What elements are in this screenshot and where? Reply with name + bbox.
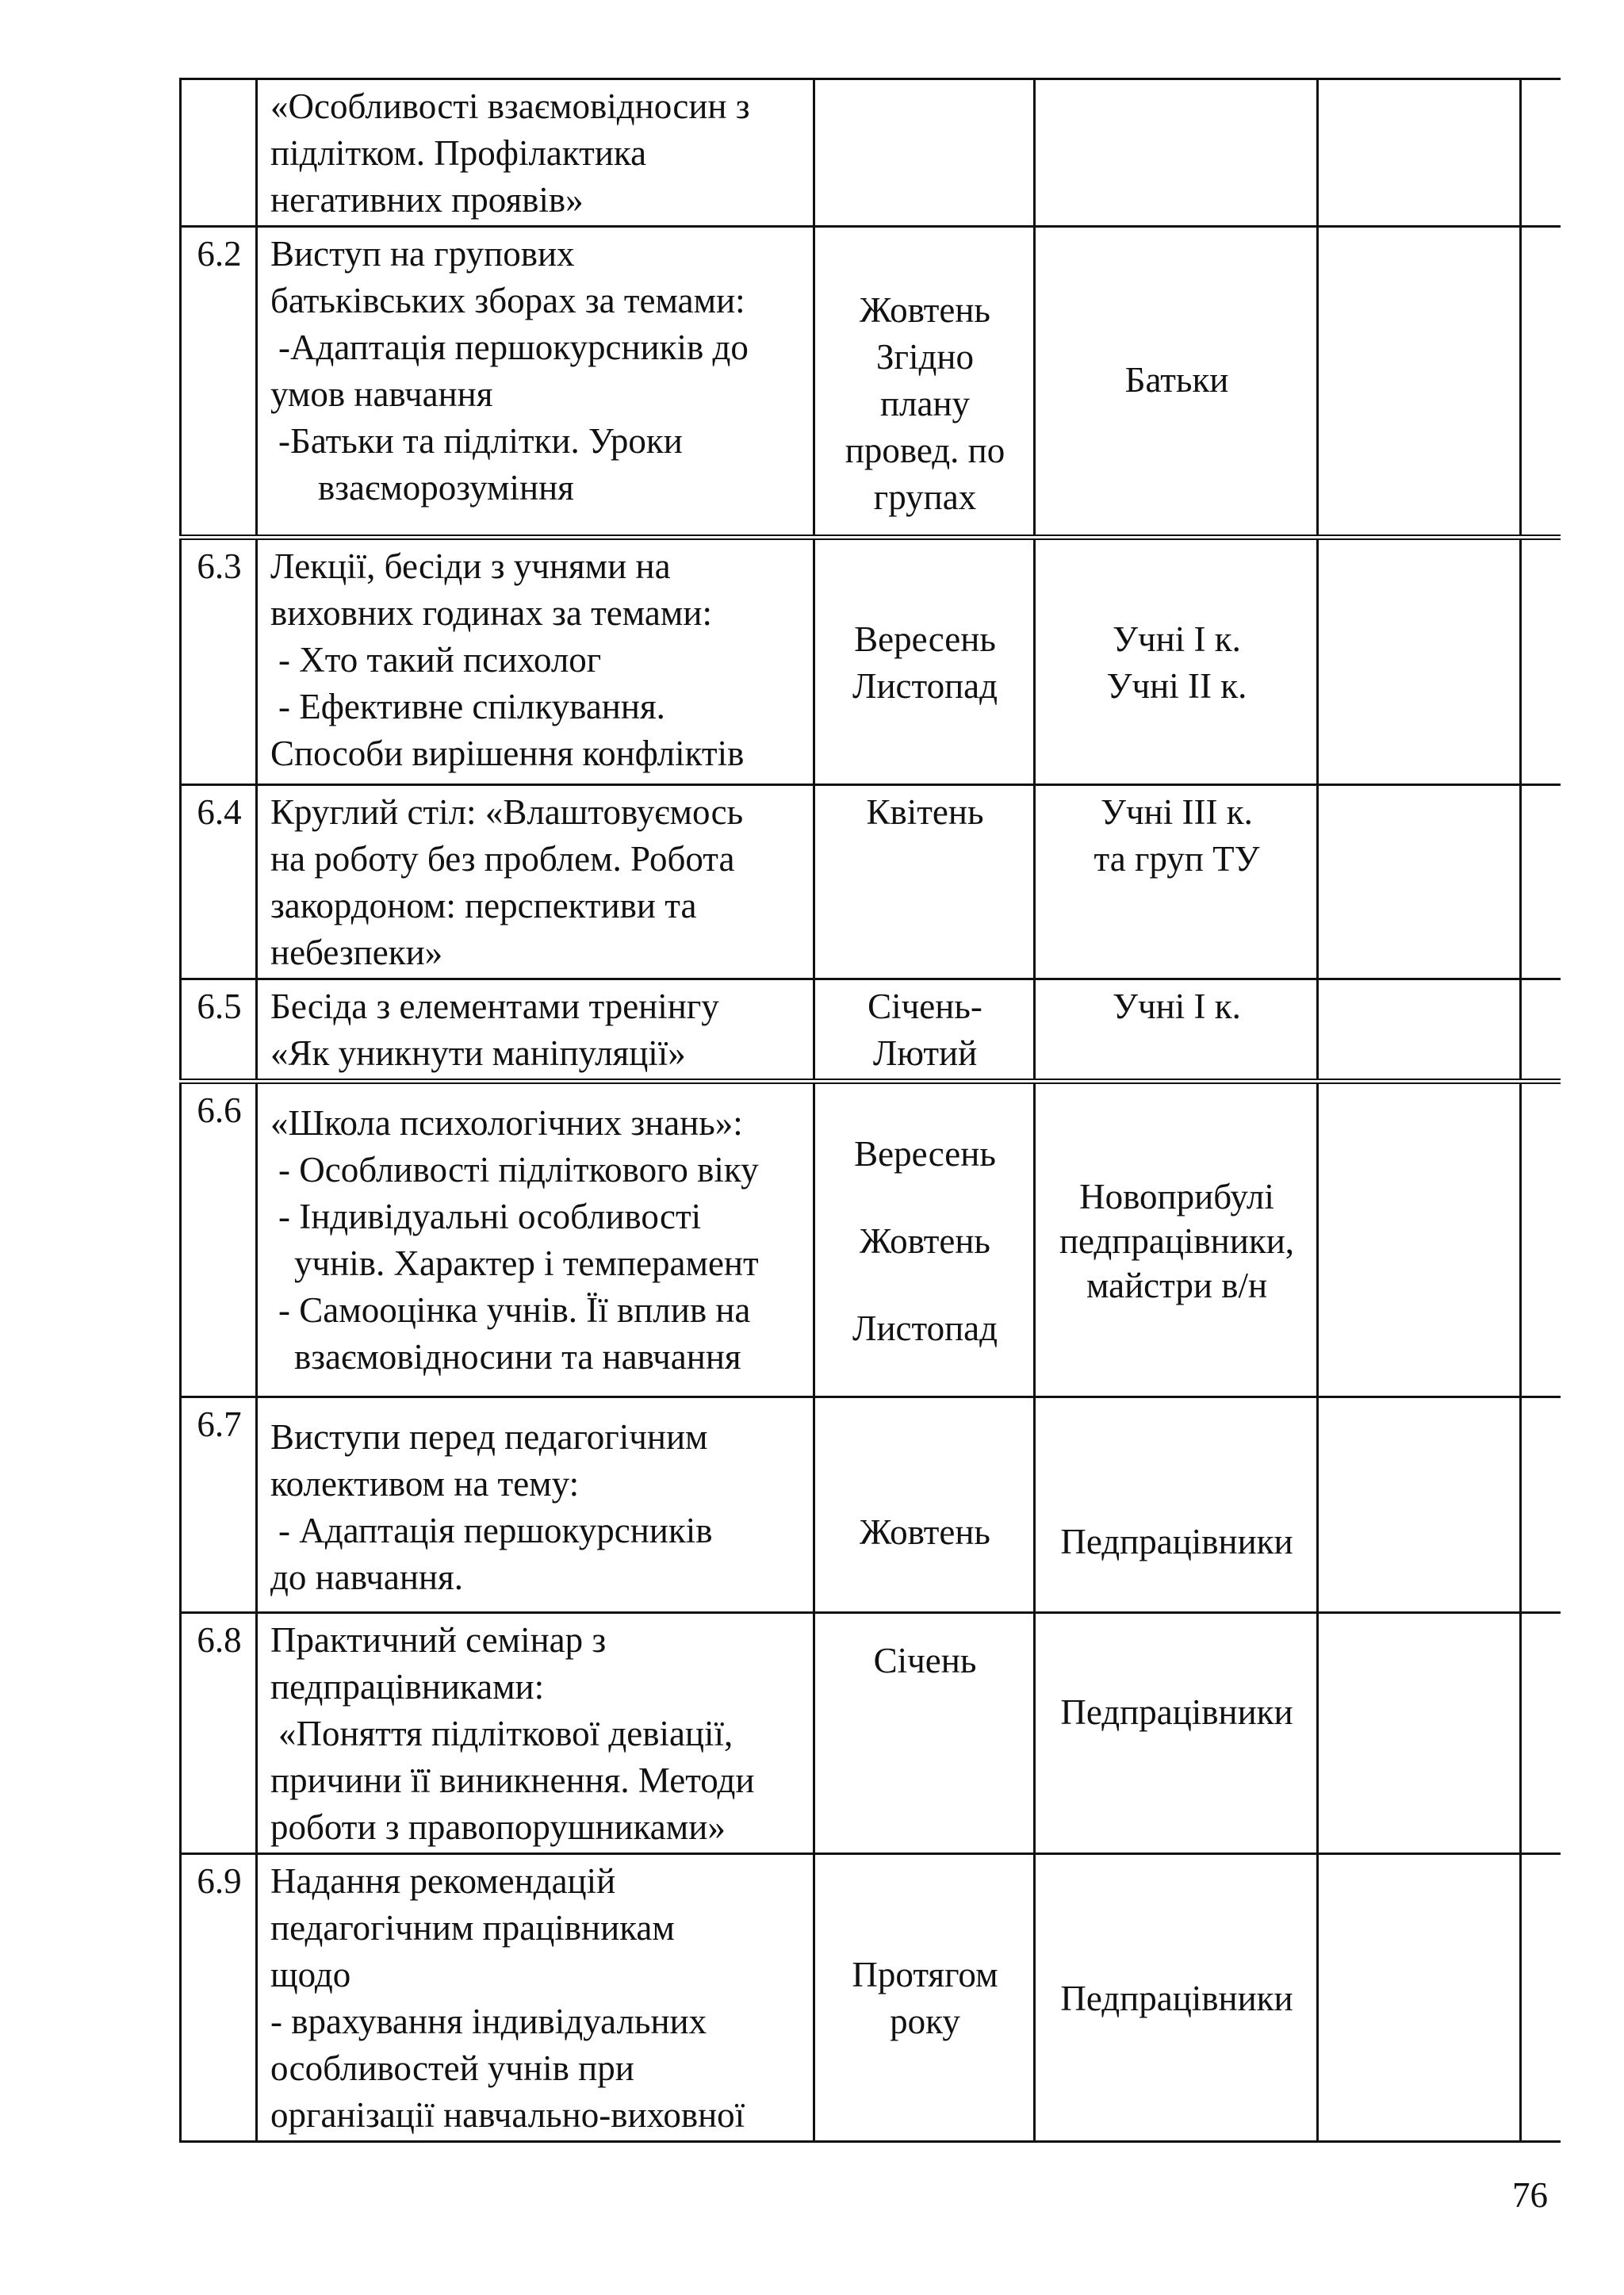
activity-cell: [257, 79, 814, 227]
table-row: [181, 79, 1561, 227]
period-line: Лютий: [872, 1033, 978, 1073]
activity-cell: [257, 1854, 814, 2142]
activity-line: взаєморозуміння: [318, 468, 574, 508]
audience-line: Батьки: [1124, 360, 1229, 400]
table-row: [181, 1397, 1561, 1613]
audience-cell: [1035, 1082, 1318, 1397]
row-number: 6.4: [181, 785, 257, 979]
audience-cell: [1035, 227, 1318, 538]
period-cell: [814, 79, 1035, 227]
activity-line: - Індивідуальні особливості: [278, 1197, 702, 1236]
period-cell: [814, 785, 1035, 979]
activity-line: негативних проявів»: [270, 180, 584, 220]
period-line: Жовтень: [860, 1220, 990, 1261]
period-line: Згідно: [876, 337, 974, 377]
table-row: [181, 785, 1561, 979]
activity-line: «Особливості взаємовідносин з: [270, 86, 750, 126]
activity-cell: [257, 1082, 814, 1397]
activity-line: «Школа психологічних знань»:: [270, 1103, 743, 1143]
audience-cell: [1035, 979, 1318, 1082]
period-cell: [814, 1082, 1035, 1397]
row-number: 6.8: [181, 1613, 257, 1854]
audience-line: Новоприбулі: [1079, 1176, 1274, 1216]
activity-line: -Адаптація першокурсників до: [278, 328, 749, 367]
margin-cell: [1521, 1082, 1561, 1397]
audience-cell: [1035, 1854, 1318, 2142]
activity-cell: [257, 1613, 814, 1854]
activity-line: - Хто такий психолог: [278, 640, 602, 680]
audience-cell: [1035, 1397, 1318, 1613]
note-cell: [1318, 538, 1521, 785]
note-cell: [1318, 1082, 1521, 1397]
note-cell: [1318, 1854, 1521, 2142]
activity-line: - Особливості підліткового віку: [278, 1150, 759, 1190]
activity-cell: [257, 979, 814, 1082]
activity-line: колективом на тему:: [270, 1464, 580, 1504]
activity-line: [270, 130, 802, 177]
margin-cell: [1521, 1397, 1561, 1613]
note-cell: [1318, 227, 1521, 538]
table-row: [181, 227, 1561, 538]
activity-plan-table: [179, 78, 1561, 2143]
period-cell: [814, 227, 1035, 538]
period-cell: [814, 979, 1035, 1082]
row-number: 6.6: [181, 1082, 257, 1397]
activity-line: Бесіда з елементами тренінгу: [270, 987, 719, 1026]
note-cell: [1318, 1613, 1521, 1854]
activity-line: умов навчання: [270, 374, 493, 414]
activity-line: Надання рекомендацій: [270, 1861, 616, 1901]
period-line: Квітень: [866, 792, 984, 832]
note-cell: [1318, 979, 1521, 1082]
activity-cell: [257, 1397, 814, 1613]
audience-cell: [1035, 79, 1318, 227]
activity-cell: [257, 538, 814, 785]
period-cell: [814, 538, 1035, 785]
table-row: [181, 1082, 1561, 1397]
activity-line: виховних годинах за темами:: [270, 593, 712, 633]
activity-line: Виступ на групових: [270, 234, 575, 274]
activity-line: причини її виникнення. Методи: [270, 1761, 755, 1800]
margin-cell: [1521, 979, 1561, 1082]
period-line: Протягом: [852, 1955, 998, 1994]
activity-line: до навчання.: [270, 1557, 463, 1597]
row-number: 6.7: [181, 1397, 257, 1613]
activity-line: Практичний семінар з: [270, 1620, 607, 1660]
audience-cell: [1035, 785, 1318, 979]
activity-line: небезпеки»: [270, 933, 443, 972]
note-cell: [1318, 79, 1521, 227]
activity-line: батьківських зборах за темами:: [270, 281, 745, 320]
note-cell: [1318, 785, 1521, 979]
activity-line: взаємовідносини та навчання: [294, 1337, 741, 1377]
activity-line: Круглий стіл: «Влаштовуємось: [270, 792, 744, 832]
audience-line: Учні І к.: [1113, 987, 1241, 1026]
period-cell: [814, 1854, 1035, 2142]
activity-line: учнів. Характер і темперамент: [294, 1243, 759, 1283]
activity-line: педагогічним працівникам: [270, 1908, 675, 1948]
margin-cell: [1521, 538, 1561, 785]
period-line: Вересень: [854, 1133, 996, 1174]
period-line: Листопад: [852, 1308, 998, 1348]
period-line: Листопад: [852, 665, 998, 706]
audience-line: Педпрацівники: [1060, 1692, 1293, 1732]
activity-line: Виступи перед педагогічним: [270, 1417, 708, 1457]
activity-line: роботи з правопорушниками»: [270, 1807, 726, 1847]
activity-line: - Самооцінка учнів. Її вплив на: [278, 1290, 751, 1330]
period-line: групах: [873, 477, 977, 517]
audience-line: Педпрацівники: [1060, 1978, 1293, 2018]
activity-text: підлітком. Профілактика: [270, 133, 647, 173]
period-line: Жовтень: [860, 290, 990, 330]
activity-line: на роботу без проблем. Робота: [270, 839, 735, 879]
period-line: Січень-: [868, 987, 982, 1026]
period-line: провед. по: [845, 431, 1005, 470]
activity-line: Способи вирішення конфліктів: [270, 734, 745, 773]
period-line: Січень: [873, 1641, 977, 1680]
table-row: [181, 1613, 1561, 1854]
period-line: Жовтень: [860, 1512, 990, 1552]
period-line: Вересень: [854, 619, 996, 659]
audience-line: Учні ІІІ к.: [1101, 792, 1253, 832]
period-line: плану: [879, 384, 971, 423]
period-cell: [814, 1613, 1035, 1854]
page-number: 76: [1512, 2175, 1548, 2215]
period-line: року: [890, 2002, 960, 2041]
activity-cell: [257, 785, 814, 979]
audience-line: педпрацівники,: [1059, 1220, 1295, 1261]
row-number: 6.9: [181, 1854, 257, 2142]
audience-cell: [1035, 1613, 1318, 1854]
row-number: [181, 79, 257, 227]
margin-cell: [1521, 1613, 1561, 1854]
activity-line: - Ефективне спілкування.: [278, 687, 665, 726]
audience-cell: [1035, 538, 1318, 785]
activity-line: особливостей учнів при: [270, 2048, 634, 2088]
period-cell: [814, 1397, 1035, 1613]
row-number: 6.2: [181, 227, 257, 538]
margin-cell: [1521, 79, 1561, 227]
activity-line: закордоном: перспективи та: [270, 886, 697, 925]
activity-line: -Батьки та підлітки. Уроки: [278, 421, 683, 461]
margin-cell: [1521, 1854, 1561, 2142]
activity-line: - Адаптація першокурсників: [278, 1511, 713, 1550]
margin-cell: [1521, 227, 1561, 538]
activity-line: організації навчально-виховної: [270, 2095, 745, 2135]
activity-line: - врахування індивідуальних: [270, 2002, 707, 2041]
table-row: [181, 979, 1561, 1082]
audience-line: Учні ІІ к.: [1106, 665, 1247, 706]
row-number: 6.3: [181, 538, 257, 785]
audience-line: та груп ТУ: [1094, 839, 1260, 879]
audience-line: Учні І к.: [1113, 619, 1241, 659]
row-number: 6.5: [181, 979, 257, 1082]
table-row: [181, 538, 1561, 785]
audience-line: Педпрацівники: [1060, 1522, 1293, 1561]
note-cell: [1318, 1397, 1521, 1613]
activity-cell: [257, 227, 814, 538]
audience-line: майстри в/н: [1086, 1265, 1268, 1305]
activity-line: щодо: [270, 1955, 351, 1994]
margin-cell: [1521, 785, 1561, 979]
activity-line: педпрацівниками:: [270, 1667, 545, 1707]
table-row: [181, 1854, 1561, 2142]
activity-line: Лекції, бесіди з учнями на: [270, 546, 671, 586]
activity-line: «Як уникнути маніпуляції»: [270, 1033, 686, 1073]
activity-line: «Поняття підліткової девіації,: [278, 1714, 733, 1753]
